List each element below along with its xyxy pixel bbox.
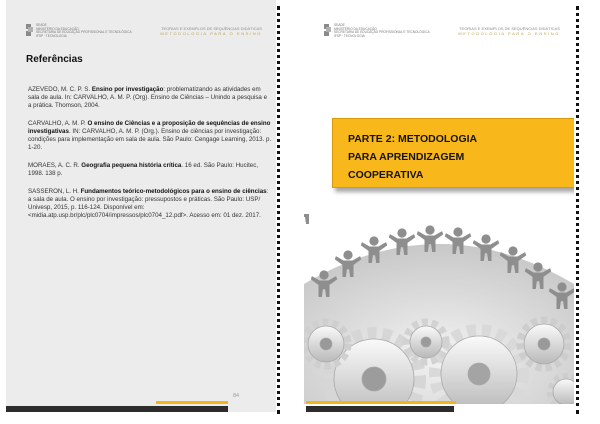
logo-line: MINISTÉRIO DA EDUCAÇÃO <box>334 26 377 31</box>
page-divider <box>277 6 280 414</box>
logo-text <box>36 24 132 38</box>
series-header <box>458 26 560 36</box>
part-title <box>348 130 477 184</box>
part-title-line: COOPERATIVA <box>348 169 424 181</box>
institution-logo <box>26 23 132 40</box>
reference-author: AZEVEDO, M. C. P. S. <box>28 86 92 93</box>
accent-bar <box>306 401 456 404</box>
logo-line: MINISTÉRIO DA EDUCAÇÃO <box>36 26 79 31</box>
institution-logo <box>324 23 430 40</box>
series-header <box>160 26 262 36</box>
footer-bar <box>306 406 454 412</box>
footer-bar <box>6 406 228 412</box>
accent-bar <box>156 401 228 404</box>
reference-author: MORAES, A. C. R. <box>28 162 82 169</box>
reference-item <box>28 162 272 178</box>
reference-title: Geografia pequena história crítica <box>81 162 182 169</box>
cooperation-gears-illustration <box>304 214 574 404</box>
reference-details: : problematizando as atividades em sala de aula. In: CARVALHO, A. M. P. (Org). Ensino de Ciências – Unindo a pesquisa e a prática. Thomson, 2004. <box>28 86 268 109</box>
part-title-line: PARA APRENDIZAGEM <box>348 151 465 163</box>
references-list <box>28 86 272 230</box>
references-heading: Referências <box>26 54 83 65</box>
part-title-box <box>332 118 574 188</box>
logo-block <box>326 27 331 32</box>
left-page <box>6 0 276 412</box>
page-edge-dotted-line <box>576 6 579 414</box>
logo-line: IFSP · TECNOLOGIA <box>334 33 365 38</box>
reference-details: : a sala de aula. O ensino por investigação: pressupostos e práticas. São Paulo: USP/ Univesp, 2015, p. 116-124. Disponível em: <midia.atp.usp.br/plc/plc0704/impressos/plc0704_12.pdf>. Acesso em: 01 dez. 2017. <box>28 188 269 219</box>
series-title: TEORIAS E EXEMPLOS DE SEQUÊNCIAS DIDÁTICAS <box>459 26 560 31</box>
logo-line: SECRETARIA DE EDUCAÇÃO PROFISSIONAL E TECNOLÓGICA <box>334 30 430 35</box>
reference-author: CARVALHO, A. M. P. <box>28 120 88 127</box>
reference-title: O ensino de Ciências e a proposição de sequências de ensino investigativas <box>28 120 271 135</box>
series-subtitle: METODOLOGIA PARA O ENSINO <box>458 31 560 36</box>
logo-block <box>28 27 33 32</box>
series-title: TEORIAS E EXEMPLOS DE SEQUÊNCIAS DIDÁTICAS <box>161 26 262 31</box>
reference-item <box>28 188 272 220</box>
logo-line: SECRETARIA DE EDUCAÇÃO PROFISSIONAL E TECNOLÓGICA <box>36 30 132 35</box>
logo-line: IFSP · TECNOLOGIA <box>36 33 67 38</box>
reference-title: Ensino por investigação <box>91 86 164 93</box>
right-page <box>304 0 574 412</box>
reference-details: . IN: CARVALHO, A. M. P. (Org.). Ensino de ciências por investigação: condições para implementação em sala de aula. São Paulo: Cengage Learning, 2013. p. 1-20. <box>28 128 272 151</box>
part-title-line: PARTE 2: METODOLOGIA <box>348 133 478 145</box>
reference-author: SASSERON, L. H. <box>28 188 81 195</box>
reference-item <box>28 86 272 110</box>
series-subtitle: METODOLOGIA PARA O ENSINO <box>160 31 262 36</box>
reference-item <box>28 120 272 152</box>
reference-title: Fundamentos teórico-metodológicos para o ensino de ciências <box>80 188 267 195</box>
reference-details: . 16 ed. São Paulo: Hucitec, 1998. 138 p. <box>28 162 259 177</box>
logo-line: SEADE <box>36 23 47 27</box>
logo-line: SEADE <box>334 23 345 27</box>
logo-text <box>334 24 430 38</box>
page-number: 84 <box>233 393 240 399</box>
